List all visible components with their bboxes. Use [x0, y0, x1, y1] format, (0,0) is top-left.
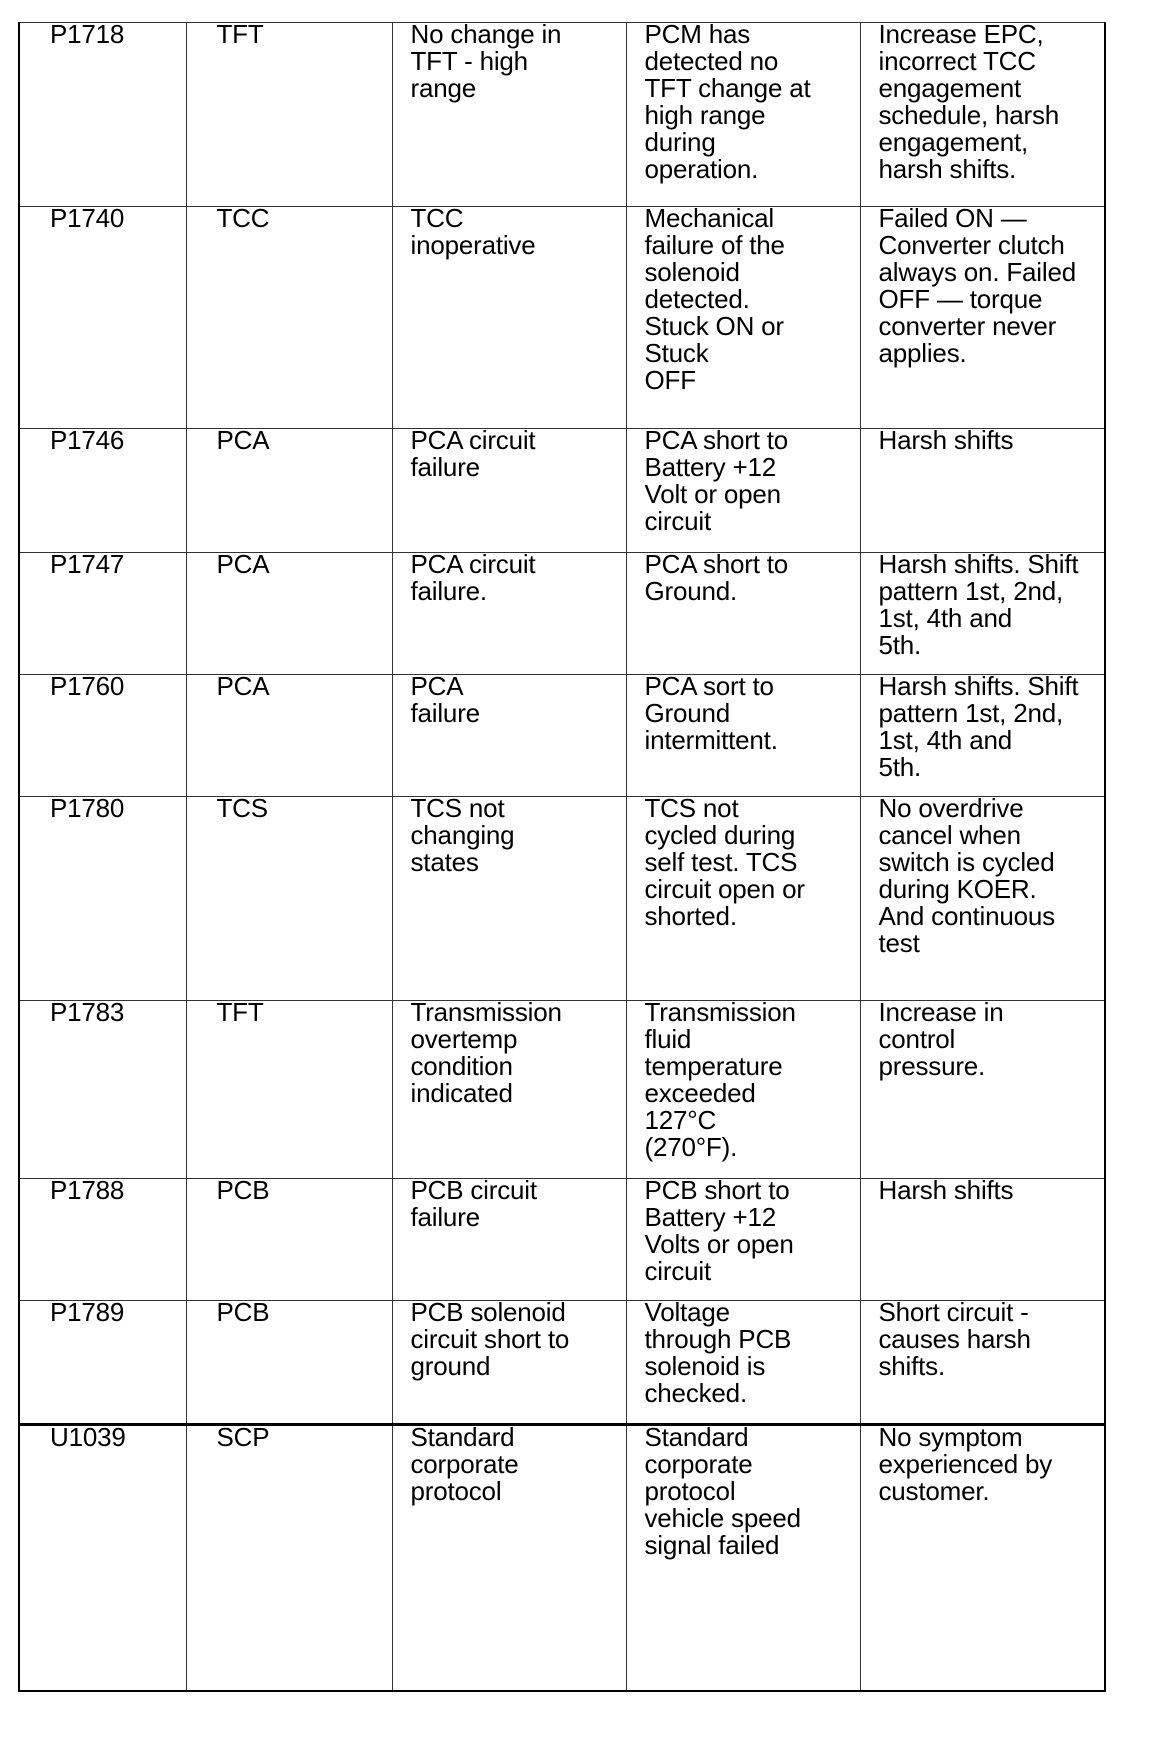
- condition-cell: [626, 997, 860, 1179]
- dtc-code-cell: [19, 1175, 186, 1301]
- condition-cell: [626, 549, 860, 675]
- system-abbrev: PCA: [216, 425, 270, 455]
- fault-description: PCA failure: [410, 671, 480, 728]
- table-row: [19, 1179, 1105, 1301]
- fault-condition: Standard corporate protocol vehicle speed signal failed: [644, 1422, 801, 1560]
- fault-condition: Voltage through PCB solenoid is checked.: [644, 1297, 792, 1408]
- description-cell: [392, 203, 626, 429]
- dtc-code: P1780: [50, 793, 125, 823]
- dtc-code-cell: [19, 997, 186, 1179]
- fault-condition: Transmission fluid temperature exceeded 127°C (270°F).: [644, 997, 796, 1162]
- system-cell: [186, 203, 392, 429]
- table-row: [19, 553, 1105, 675]
- dtc-code: P1789: [50, 1297, 125, 1327]
- description-cell: [392, 671, 626, 797]
- fault-symptom: Increase EPC, incorrect TCC engagement schedule, harsh engagement, harsh shifts.: [878, 19, 1060, 184]
- system-abbrev: PCB: [216, 1175, 270, 1205]
- fault-description: PCB circuit failure: [410, 1175, 537, 1232]
- symptom-cell: [860, 1175, 1105, 1301]
- dtc-table: [18, 19, 1106, 1692]
- dtc-code-cell: [19, 1422, 186, 1691]
- condition-cell: [626, 425, 860, 553]
- symptom-cell: [860, 1297, 1105, 1425]
- condition-cell: [626, 19, 860, 207]
- dtc-code: P1783: [50, 997, 125, 1027]
- symptom-cell: [860, 793, 1105, 1001]
- description-cell: [392, 19, 626, 207]
- fault-symptom: Harsh shifts: [878, 1175, 1014, 1205]
- table-row: [19, 1301, 1105, 1425]
- dtc-code-cell: [19, 19, 186, 207]
- system-cell: [186, 1175, 392, 1301]
- fault-symptom: Short circuit - causes harsh shifts.: [878, 1297, 1031, 1381]
- description-cell: [392, 1175, 626, 1301]
- fault-description: TCS not changing states: [410, 793, 515, 877]
- fault-condition: TCS not cycled during self test. TCS circuit open or shorted.: [644, 793, 805, 931]
- fault-condition: PCA sort to Ground intermittent.: [644, 671, 778, 755]
- fault-description: PCA circuit failure: [410, 425, 536, 482]
- fault-description: No change in TFT - high range: [410, 19, 562, 103]
- dtc-code: P1788: [50, 1175, 125, 1205]
- fault-description: Standard corporate protocol: [410, 1422, 519, 1506]
- condition-cell: [626, 203, 860, 429]
- table-row: [19, 1425, 1105, 1691]
- system-cell: [186, 549, 392, 675]
- system-cell: [186, 1297, 392, 1425]
- fault-description: TCC inoperative: [410, 203, 536, 260]
- fault-symptom: No overdrive cancel when switch is cycled during KOER. And continuous test: [878, 793, 1055, 958]
- dtc-code: P1718: [50, 19, 125, 49]
- table-row: [19, 429, 1105, 553]
- symptom-cell: [860, 425, 1105, 553]
- fault-symptom: Harsh shifts. Shift pattern 1st, 2nd, 1st, 4th and 5th.: [878, 671, 1079, 782]
- system-abbrev: TCS: [216, 793, 268, 823]
- table-row: [19, 1001, 1105, 1179]
- fault-description: PCB solenoid circuit short to ground: [410, 1297, 570, 1381]
- dtc-code-cell: [19, 549, 186, 675]
- table-row: [19, 23, 1105, 207]
- dtc-table-page: [18, 19, 1104, 1690]
- fault-symptom: Harsh shifts: [878, 425, 1014, 455]
- fault-description: Transmission overtemp condition indicated: [410, 997, 562, 1108]
- dtc-code: P1747: [50, 549, 125, 579]
- system-abbrev: TFT: [216, 997, 264, 1027]
- system-cell: [186, 671, 392, 797]
- system-cell: [186, 793, 392, 1001]
- condition-cell: [626, 1422, 860, 1691]
- condition-cell: [626, 1297, 860, 1425]
- fault-symptom: Failed ON — Converter clutch always on. Failed OFF — torque converter never applies.: [878, 203, 1076, 368]
- description-cell: [392, 1297, 626, 1425]
- symptom-cell: [860, 997, 1105, 1179]
- dtc-code: U1039: [50, 1422, 126, 1452]
- dtc-code-cell: [19, 1297, 186, 1425]
- description-cell: [392, 425, 626, 553]
- description-cell: [392, 1422, 626, 1691]
- dtc-code-cell: [19, 203, 186, 429]
- description-cell: [392, 997, 626, 1179]
- system-abbrev: PCB: [216, 1297, 270, 1327]
- dtc-code-cell: [19, 425, 186, 553]
- fault-condition: PCB short to Battery +12 Volts or open circuit: [644, 1175, 794, 1286]
- table-row: [19, 207, 1105, 429]
- symptom-cell: [860, 549, 1105, 675]
- symptom-cell: [860, 19, 1105, 207]
- fault-condition: Mechanical failure of the solenoid detected. Stuck ON or Stuck OFF: [644, 203, 785, 395]
- dtc-code: P1746: [50, 425, 125, 455]
- system-abbrev: PCA: [216, 671, 270, 701]
- system-cell: [186, 997, 392, 1179]
- system-abbrev: SCP: [216, 1422, 270, 1452]
- fault-symptom: Harsh shifts. Shift pattern 1st, 2nd, 1st, 4th and 5th.: [878, 549, 1079, 660]
- system-abbrev: TCC: [216, 203, 270, 233]
- dtc-code-cell: [19, 793, 186, 1001]
- fault-symptom: No symptom experienced by customer.: [878, 1422, 1053, 1506]
- fault-condition: PCA short to Battery +12 Volt or open circuit: [644, 425, 789, 536]
- description-cell: [392, 549, 626, 675]
- symptom-cell: [860, 203, 1105, 429]
- fault-condition: PCA short to Ground.: [644, 549, 789, 606]
- system-abbrev: PCA: [216, 549, 270, 579]
- symptom-cell: [860, 1422, 1105, 1691]
- dtc-code: P1740: [50, 203, 125, 233]
- system-cell: [186, 1422, 392, 1691]
- dtc-code-cell: [19, 671, 186, 797]
- condition-cell: [626, 793, 860, 1001]
- condition-cell: [626, 671, 860, 797]
- dtc-code: P1760: [50, 671, 125, 701]
- system-cell: [186, 425, 392, 553]
- fault-description: PCA circuit failure.: [410, 549, 536, 606]
- table-row: [19, 675, 1105, 797]
- system-cell: [186, 19, 392, 207]
- condition-cell: [626, 1175, 860, 1301]
- fault-symptom: Increase in control pressure.: [878, 997, 1004, 1081]
- symptom-cell: [860, 671, 1105, 797]
- table-row: [19, 797, 1105, 1001]
- system-abbrev: TFT: [216, 19, 264, 49]
- description-cell: [392, 793, 626, 1001]
- fault-condition: PCM has detected no TFT change at high range during operation.: [644, 19, 811, 184]
